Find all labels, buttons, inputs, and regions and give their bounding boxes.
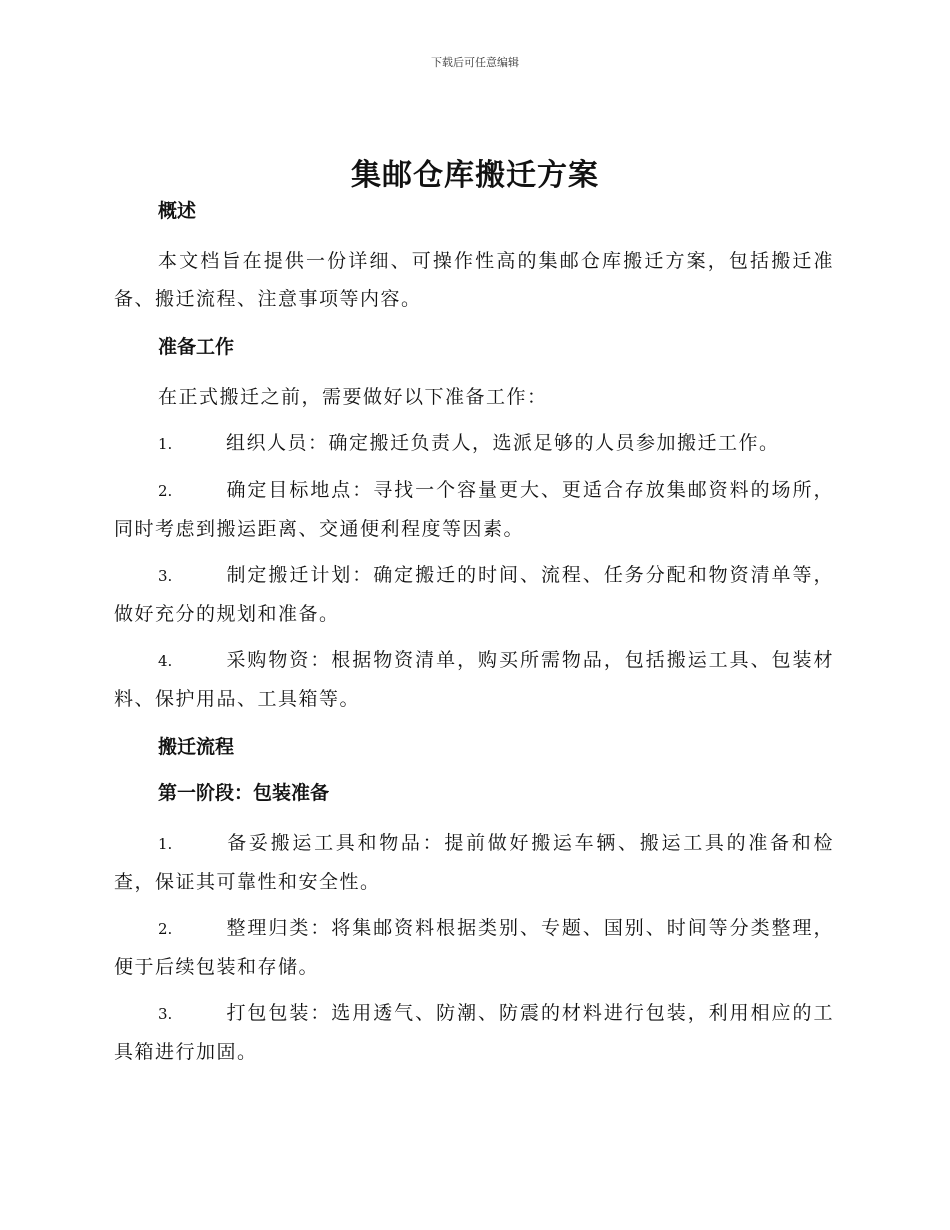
list-item-text: 打包包装：选用透气、防潮、防震的材料进行包装，利用相应的工具箱进行加固。 bbox=[114, 1002, 834, 1063]
list-item bbox=[114, 641, 834, 718]
list-item bbox=[114, 824, 834, 901]
section-heading-overview: 概述 bbox=[158, 200, 197, 222]
document-title: 集邮仓库搬迁方案 bbox=[351, 158, 599, 193]
list-item-text: 整理归类：将集邮资料根据类别、专题、国别、时间等分类整理，便于后续包装和存储。 bbox=[114, 917, 834, 978]
section-heading-process: 搬迁流程 bbox=[158, 736, 235, 758]
list-item-number: 2. bbox=[158, 920, 173, 938]
list-item-number: 4. bbox=[158, 652, 173, 670]
list-item bbox=[114, 424, 834, 463]
page-header-note: 下载后可任意编辑 bbox=[431, 56, 519, 69]
overview-paragraph: 本文档旨在提供一份详细、可操作性高的集邮仓库搬迁方案，包括搬迁准备、搬迁流程、注意事项等内容。 bbox=[114, 250, 834, 310]
list-item-number: 1. bbox=[158, 835, 173, 853]
list-item-number: 3. bbox=[158, 1005, 173, 1023]
preparation-intro: 在正式搬迁之前，需要做好以下准备工作： bbox=[158, 386, 548, 408]
list-item bbox=[114, 556, 834, 633]
document-body bbox=[114, 196, 834, 1079]
list-item bbox=[114, 471, 834, 548]
list-item-text: 组织人员：确定搬迁负责人，选派足够的人员参加搬迁工作。 bbox=[226, 432, 780, 454]
section-heading-preparation: 准备工作 bbox=[158, 336, 235, 358]
list-item-text: 确定目标地点：寻找一个容量更大、更适合存放集邮资料的场所，同时考虑到搬运距离、交通便利程度等因素。 bbox=[114, 479, 834, 540]
subsection-heading-stage1: 第一阶段：包装准备 bbox=[158, 782, 330, 804]
list-item-text: 制定搬迁计划：确定搬迁的时间、流程、任务分配和物资清单等，做好充分的规划和准备。 bbox=[114, 564, 834, 625]
list-item bbox=[114, 909, 834, 986]
list-item-number: 3. bbox=[158, 567, 173, 585]
list-item bbox=[114, 994, 834, 1071]
list-item-text: 采购物资：根据物资清单，购买所需物品，包括搬运工具、包装材料、保护用品、工具箱等。 bbox=[114, 649, 834, 710]
list-item-text: 备妥搬运工具和物品：提前做好搬运车辆、搬运工具的准备和检查，保证其可靠性和安全性。 bbox=[114, 832, 834, 893]
list-item-number: 2. bbox=[158, 482, 173, 500]
list-item-number: 1. bbox=[158, 435, 173, 453]
